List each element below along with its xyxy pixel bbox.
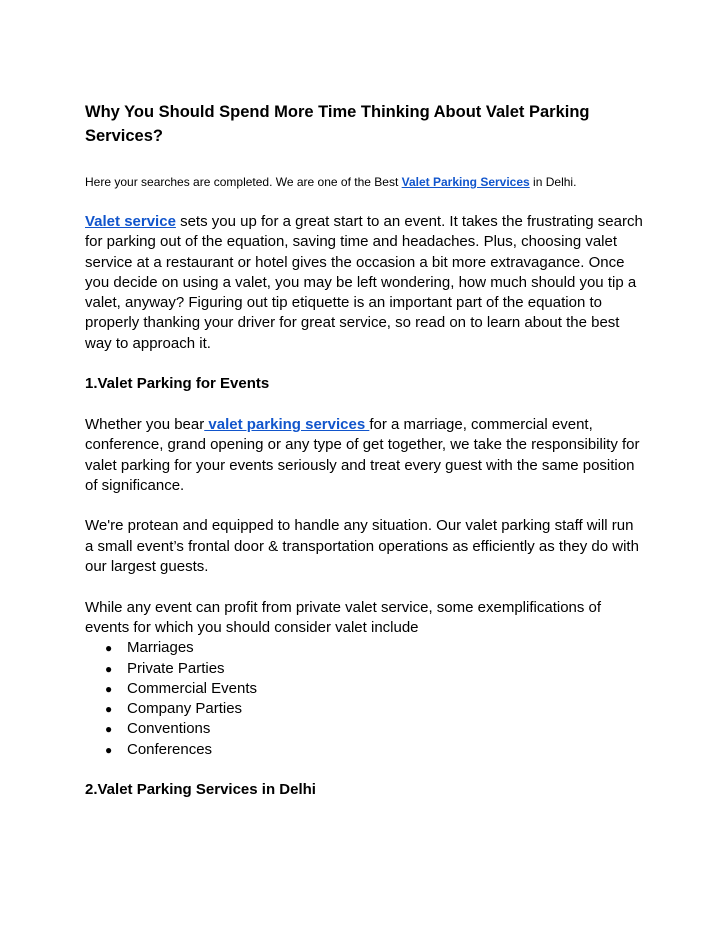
list-item: ● Private Parties [85, 659, 720, 679]
list-item: ● Commercial Events [85, 679, 720, 699]
paragraph-events [85, 415, 645, 496]
list-item: ● Conventions [85, 719, 720, 739]
list-item: ● Marriages [85, 638, 720, 658]
paragraph-text: Whether you bear [85, 415, 205, 433]
intro-text-end: in Delhi. [529, 175, 577, 189]
paragraph-event-examples: While any event can profit from private valet service, some exemplifications of events for which you should consider valet include [85, 598, 602, 636]
bullet-icon: ● [105, 742, 113, 757]
paragraph-text-end: for a marriage, commercial event, conference, grand opening or any type of get together, we take the responsibility for valet parking for your events seriously and treat every guest with the same position of significance. [85, 415, 640, 494]
intro-text: Here your searches are completed. We are one of the Best [85, 175, 402, 189]
paragraph-text: sets you up for a great start to an event. It takes the frustrating search for parking out of the equation, saving time and headaches. Plus, choosing valet service at a restaurant or hotel gives the occasion a bit more extravagance. Once you decide on using a valet, you may be left wondering, how much should you tip a valet, anyway? Figuring out tip etiquette is an important part of the equation to properly thanking your driver for great service, so read on to learn about the best way to approach it. [85, 213, 643, 352]
valet-parking-services-link[interactable]: Valet Parking Services [401, 175, 530, 189]
valet-parking-services-inline-link[interactable]: valet parking services [204, 415, 370, 433]
bullet-icon: ● [105, 702, 113, 717]
list-item: ● Company Parties [85, 699, 720, 719]
list-item: ● Conferences [85, 740, 720, 760]
valet-service-link[interactable]: Valet service [85, 213, 176, 230]
bullet-icon: ● [105, 722, 113, 737]
document-title: Why You Should Spend More Time Thinking About Valet Parking Services? [85, 103, 590, 145]
intro-paragraph [85, 174, 720, 190]
bullet-icon: ● [105, 661, 113, 676]
paragraph-valet-service [85, 212, 645, 354]
section-heading-events: 1.Valet Parking for Events [85, 375, 270, 393]
section-heading-delhi: 2.Valet Parking Services in Delhi [85, 781, 316, 799]
bullet-icon: ● [105, 641, 113, 656]
paragraph-protean: We're protean and equipped to handle any situation. Our valet parking staff will run a small event’s frontal door & transportation operations as efficiently as they do with our largest guests. [85, 517, 639, 576]
event-types-list [85, 638, 720, 760]
bullet-icon: ● [105, 681, 113, 696]
